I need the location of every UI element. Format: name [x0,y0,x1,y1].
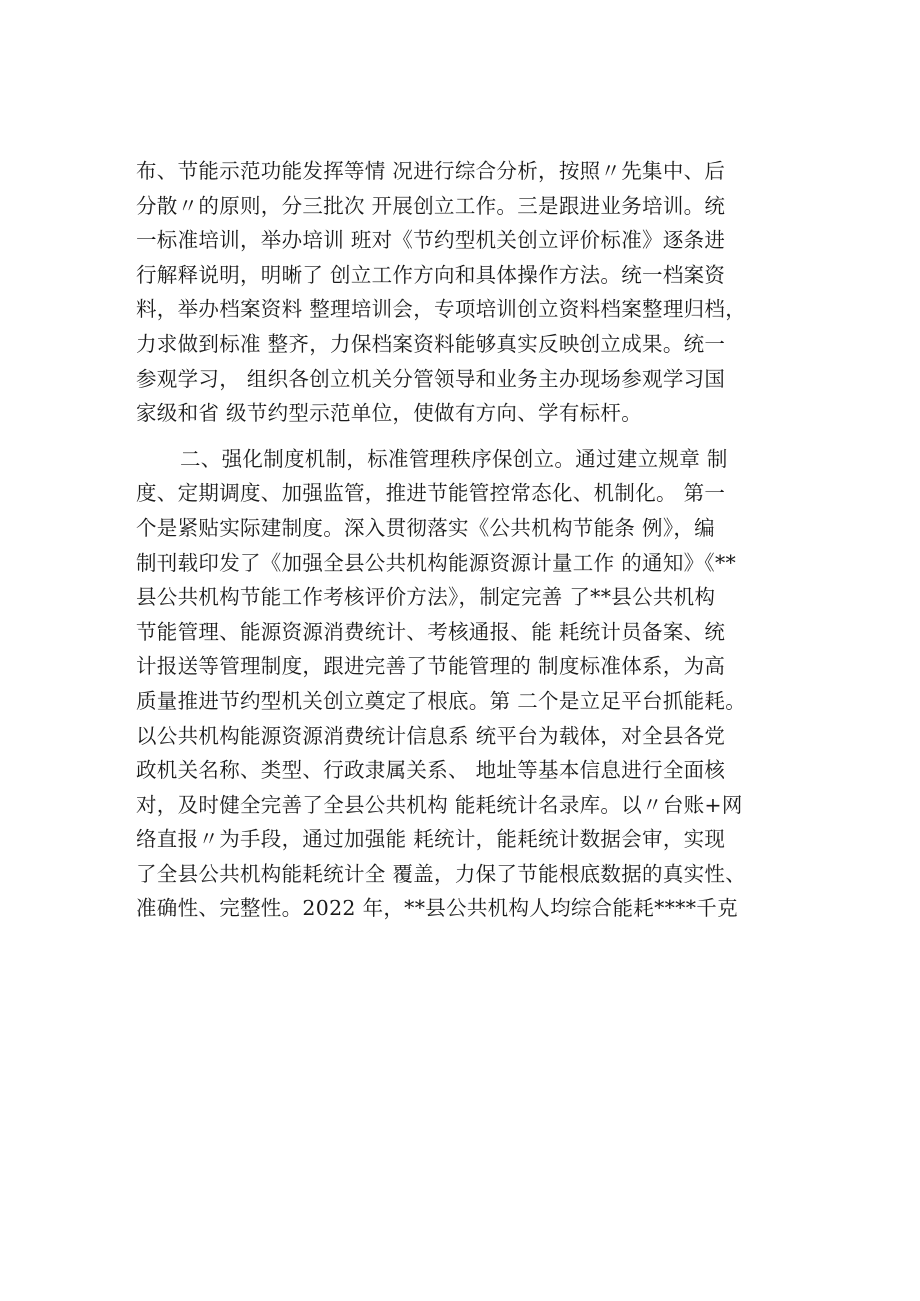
paragraph-gap [136,431,806,442]
paragraph-institutions [136,442,806,926]
document-body [136,154,806,926]
text-line: 制刊载印发了《加强全县公共机构能源资源计量工作 的通知》《** [136,550,737,575]
text-line: 对，及时健全完善了全县公共机构 能耗统计名录库。以〃台账+网 [136,792,743,817]
text-line: 以公共机构能源资源消费统计信息系 统平台为载体，对全县各党 [136,723,726,748]
text-line: 一标准培训，举办培训 班对《节约型机关创立评价标准》逐条进 [136,228,726,253]
text-line: 分散〃的原则，分三批次 开展创立工作。三是跟进业务培训。统 [136,193,726,218]
text-line: 政机关名称、类型、行政隶属关系、 地址等基本信息进行全面核 [136,758,726,783]
text-line: 度、定期调度、加强监管，推进节能管控常态化、机制化。 第一 [136,481,726,506]
text-line: 布、节能示范功能发挥等情 况进行综合分析，按照〃先集中、后 [136,159,726,183]
text-line: 料，举办档案资料 整理培训会，专项培训创立资料档案整理归档， [136,297,747,322]
text-line: 参观学习， 组织各创立机关分管领导和业务主办现场参观学习国 [136,366,726,391]
text-line: 络直报〃为手段，通过加强能 耗统计，能耗统计数据会审，实现 [136,827,726,852]
paragraph-training [136,154,806,431]
text-line: 个是紧贴实际建制度。深入贯彻落实《公共机构节能条 例》，编 [136,515,715,540]
text-line: 节能管理、能源资源消费统计、考核通报、能 耗统计员备案、统 [136,619,726,644]
text-line: 行解释说明，明晰了 创立工作方向和具体操作方法。统一档案资 [136,262,726,287]
text-line: 准确性、完整性。2022 年，**县公共机构人均综合能耗****千克 [136,896,738,921]
text-line: 县公共机构节能工作考核评价方法》，制定完善 了**县公共机构 [136,585,716,610]
text-line: 计报送等管理制度，跟进完善了节能管理的 制度标准体系，为高 [136,654,726,679]
text-line: 了全县公共机构能耗统计全 覆盖，力保了节能根底数据的真实性、 [136,861,747,886]
text-line: 家级和省 级节约型示范单位，使做有方向、学有标杆。 [136,401,643,426]
text-line: 力求做到标准 整齐，力保档案资料能够真实反映创立成果。统一 [136,331,726,356]
text-line: 质量推进节约型机关创立奠定了根底。第 二个是立足平台抓能耗。 [136,688,747,713]
text-line-heading: 二、强化制度机制，标准管理秩序保创立。通过建立规章 制 [180,446,728,471]
